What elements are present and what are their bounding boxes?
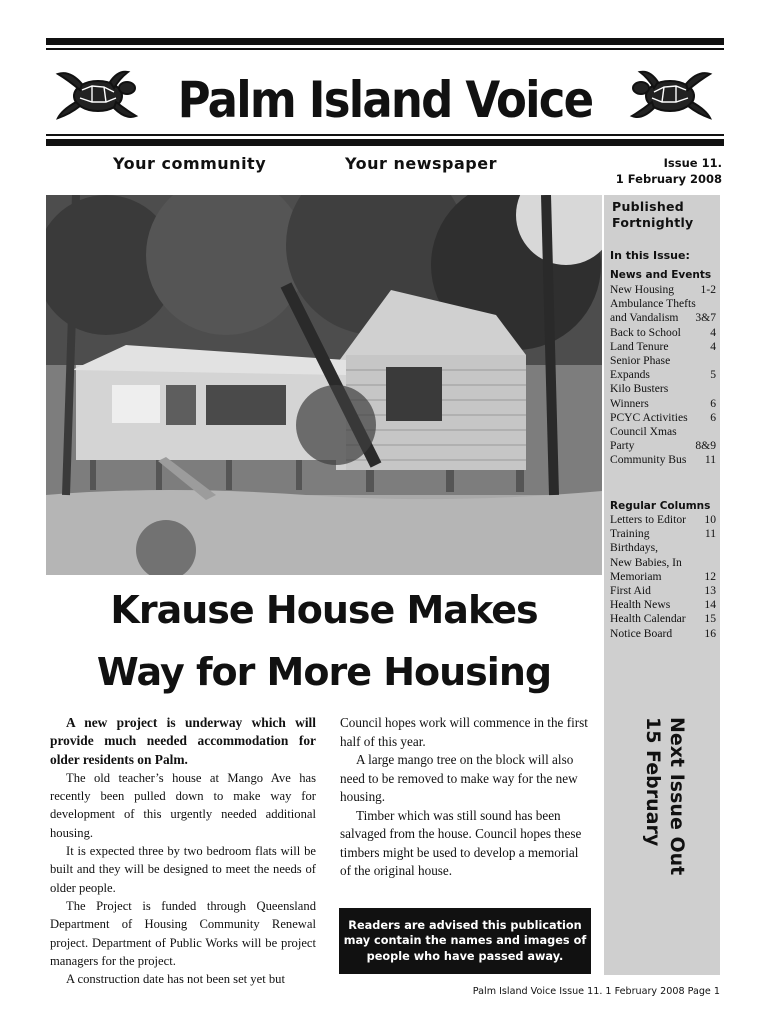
regular-columns-heading: Regular Columns [610, 500, 711, 512]
toc-item-page: 13 [704, 584, 716, 598]
turtle-logo-right-icon [624, 64, 716, 124]
article-paragraph: Council hopes work will commence in the first half of this year. [340, 715, 588, 749]
top-rule-thick [46, 38, 724, 45]
toc-item-label: Senior Phase [610, 354, 671, 368]
house-photo-illustration [46, 195, 602, 575]
toc-item-page: 3&7 [695, 311, 716, 325]
toc-item-label: Notice Board [610, 626, 673, 640]
toc-item-page: 6 [710, 410, 716, 424]
toc-item-label: and Vandalism [610, 311, 679, 325]
toc-item [610, 368, 716, 382]
toc-item-page: 15 [704, 612, 716, 626]
toc-item-page: 16 [704, 626, 716, 640]
title-rule-thin [46, 134, 724, 136]
title-rule-thick [46, 139, 724, 146]
issue-date: 1 February 2008 [615, 172, 722, 186]
toc-item-page: 6 [710, 396, 716, 410]
in-this-issue-heading: In this Issue: [610, 249, 690, 262]
headline-line2: Way for More Housing [96, 650, 552, 694]
toc-item [610, 541, 716, 555]
toc-item-page: 14 [704, 598, 716, 612]
toc-item-label: Winners [610, 396, 649, 410]
newspaper-title: Palm Island Voice [177, 71, 593, 129]
toc-item [610, 411, 716, 425]
toc-item [610, 513, 716, 527]
toc-item [610, 425, 716, 439]
toc-item-page: 8&9 [695, 439, 716, 453]
published-line1: Published [612, 199, 685, 214]
tagline-newspaper: Your newspaper [345, 154, 497, 173]
house-photo [46, 195, 602, 575]
headline-line1: Krause House Makes [110, 588, 538, 632]
top-rule-thin [46, 48, 724, 50]
toc-item [610, 326, 716, 340]
regular-columns-list [610, 513, 716, 641]
toc-item-label: Expands [610, 368, 650, 382]
news-events-heading: News and Events [610, 269, 712, 281]
next-issue-notice [641, 717, 689, 875]
toc-item [610, 340, 716, 354]
tagline-community: Your community [113, 154, 267, 173]
toc-item [610, 556, 716, 570]
toc-item-label: Training [610, 527, 650, 541]
article-paragraph: It is expected three by two bedroom flats will be built and they will be designed to meet the needs of older people. [50, 844, 316, 895]
cultural-warning-notice [339, 908, 591, 974]
toc-item [610, 311, 716, 325]
published-fortnightly [612, 199, 694, 231]
toc-item-page: 1-2 [700, 283, 716, 296]
toc-item-label: Letters to Editor [610, 513, 686, 526]
toc-item-page: 11 [704, 527, 716, 541]
toc-item [610, 627, 716, 641]
turtle-logo-left-icon [52, 64, 144, 124]
next-issue-line1: Next Issue Out [666, 717, 688, 876]
toc-item-label: Land Tenure [610, 339, 669, 353]
article-column-2 [340, 714, 590, 881]
page-footer: Palm Island Voice Issue 11. 1 February 2008 Page 1 [472, 986, 720, 997]
toc-item-label: Health News [610, 598, 671, 612]
toc-item-label: Kilo Busters [610, 382, 669, 396]
article-paragraph: A construction date has not been set yet but [66, 972, 285, 987]
toc-item-label: Back to School [610, 325, 681, 339]
toc-item-page: 10 [704, 513, 716, 526]
toc-item [610, 598, 716, 612]
toc-item-label: Health Calendar [610, 612, 686, 626]
article-paragraph: Timber which was still sound has been salvaged from the house. Council hopes these timbers might be used to develop a memorial of the original house. [340, 807, 582, 878]
cultural-warning-text: Readers are advised this publication may contain the names and images of people who have passed away. [343, 918, 587, 963]
toc-item-label: First Aid [610, 584, 651, 598]
toc-item-page: 11 [704, 453, 716, 467]
toc-item-label: Party [610, 439, 635, 453]
toc-item-label: Birthdays, [610, 541, 658, 555]
toc-item-label: Council Xmas [610, 425, 677, 439]
toc-item-label: New Babies, In [610, 555, 682, 569]
toc-item [610, 570, 716, 584]
toc-item-page: 12 [704, 569, 716, 583]
toc-item-label: PCYC Activities [610, 410, 688, 424]
article-lead: A new project is underway which will provide much needed accommodation for older residents on Palm. [50, 715, 316, 767]
article-paragraph: The old teacher’s house at Mango Ave has recently been pulled down to make way for development of this urgently needed additional housing. [50, 770, 316, 840]
next-issue-line2: 15 February [642, 717, 664, 847]
toc-item [610, 283, 716, 297]
article-paragraph: A large mango tree on the block will also need to be removed to make way for the new housing. [340, 752, 578, 804]
toc-item-label: Community Bus [610, 453, 687, 467]
article-column-1 [50, 714, 316, 988]
toc-item [610, 439, 716, 453]
toc-item [610, 297, 716, 311]
article-paragraph: The Project is funded through Queensland Department of Housing Community Renewal project. Department of Public Works will be project managers for the project. [50, 898, 316, 968]
toc-item [610, 612, 716, 626]
toc-item [610, 453, 716, 467]
toc-item-label: New Housing [610, 283, 675, 296]
news-events-list [610, 283, 716, 468]
toc-item [610, 584, 716, 598]
toc-item-page: 4 [710, 325, 716, 339]
toc-item [610, 397, 716, 411]
toc-item-page: 4 [710, 339, 716, 353]
toc-item-label: Memoriam [610, 569, 662, 583]
toc-item-label: Ambulance Thefts [610, 297, 696, 311]
toc-item [610, 354, 716, 368]
published-line2: Fortnightly [612, 215, 694, 230]
toc-item [610, 382, 716, 396]
toc-item [610, 527, 716, 541]
toc-item-page: 5 [710, 368, 716, 382]
issue-number: Issue 11. [663, 156, 722, 170]
